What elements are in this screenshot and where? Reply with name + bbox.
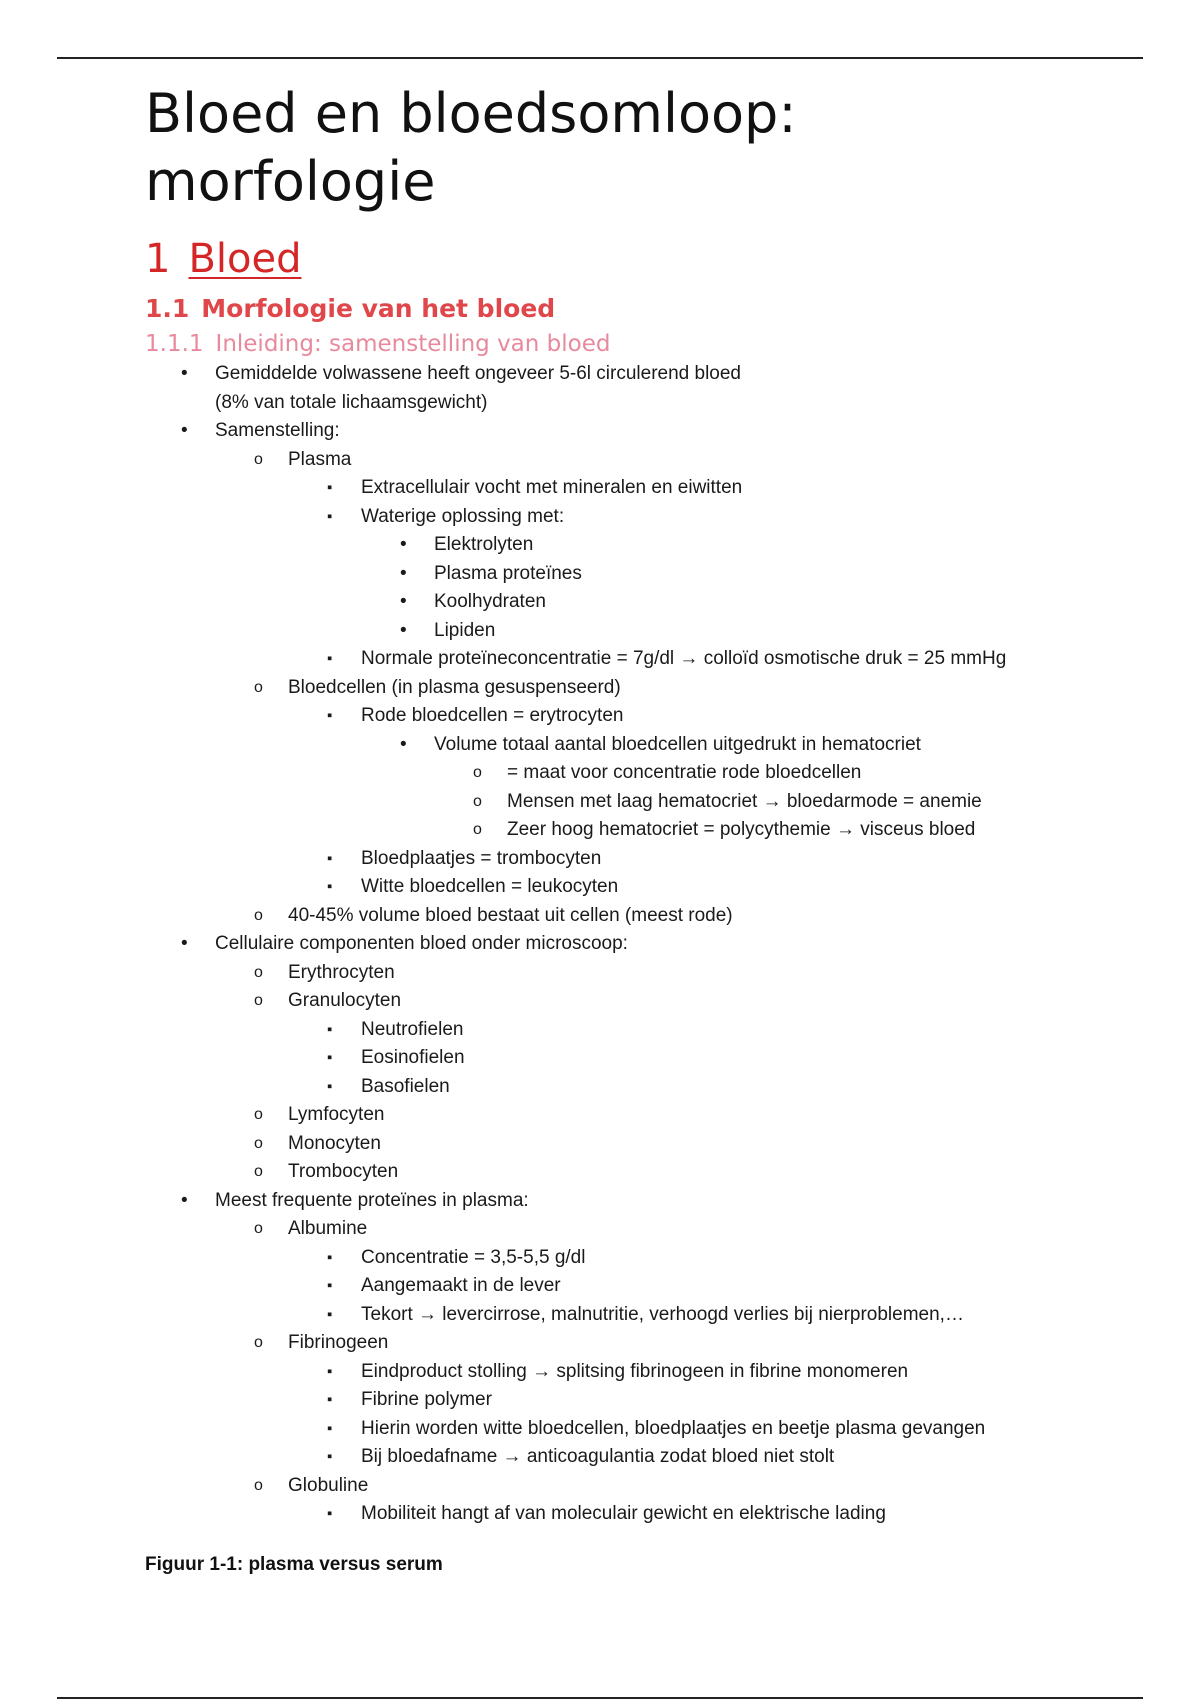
bullet-marker: o	[254, 1476, 263, 1494]
list-item	[145, 503, 1085, 532]
list-item-text: Samenstelling:	[215, 420, 340, 441]
list-item	[145, 617, 1085, 646]
list-item	[145, 902, 1085, 931]
list-item-text: Cellulaire componenten bloed onder microscoop:	[215, 933, 628, 954]
bullet-marker: •	[400, 534, 407, 555]
bullet-marker: o	[254, 992, 263, 1009]
list-item	[145, 959, 1085, 988]
bullet-marker: o	[254, 678, 263, 696]
list-item-text: = maat voor concentratie rode bloedcellen	[507, 762, 862, 783]
list-item-text: Plasma	[288, 448, 352, 470]
list-item	[145, 1443, 1085, 1472]
list-item-text: Witte bloedcellen = leukocyten	[361, 876, 619, 897]
list-item-text: Monocyten	[288, 1132, 381, 1154]
bullet-marker: •	[400, 733, 407, 755]
list-item	[145, 1130, 1085, 1159]
list-item-text: Gemiddelde volwassene heeft ongeveer 5-6l circulerend bloed	[215, 363, 741, 384]
heading-2-number: 1.1	[145, 294, 190, 323]
list-item-text: Eindproduct stolling → splitsing fibrinogeen in fibrine monomeren	[361, 1360, 909, 1382]
list-item-text: Trombocyten	[288, 1161, 399, 1182]
document-title	[145, 80, 1085, 216]
list-item-text: Bij bloedafname → anticoagulantia zodat bloed niet stolt	[361, 1446, 835, 1467]
heading-1-number: 1	[145, 236, 171, 282]
bullet-marker: o	[254, 1220, 263, 1237]
bullet-marker: ▪	[327, 849, 333, 867]
list-item-text: Zeer hoog hematocriet = polycythemie → visceus bloed	[507, 819, 976, 840]
list-item-text: Tekort → levercirrose, malnutritie, verhoogd verlies bij nierproblemen,…	[361, 1303, 964, 1325]
list-item	[145, 731, 1085, 760]
bullet-marker: ▪	[327, 1448, 333, 1465]
list-item	[145, 417, 1085, 446]
bullet-marker: ▪	[327, 650, 333, 667]
heading-2-text: Morfologie van het bloed	[201, 294, 556, 323]
bullet-marker: ▪	[327, 507, 333, 525]
bullet-marker: ▪	[327, 479, 333, 496]
bottom-rule	[57, 1697, 1143, 1699]
list-item-text: Aangemaakt in de lever	[361, 1275, 561, 1296]
list-item-text: Meest frequente proteïnes in plasma:	[215, 1189, 529, 1211]
list-item	[145, 560, 1085, 589]
bullet-marker: •	[400, 619, 407, 641]
list-item	[145, 1187, 1085, 1216]
list-item-text: Globuline	[288, 1474, 369, 1496]
list-item	[145, 1158, 1085, 1187]
bullet-marker: ▪	[327, 1362, 333, 1380]
list-item-text: Albumine	[288, 1218, 368, 1239]
list-item	[145, 1044, 1085, 1073]
list-item	[145, 1272, 1085, 1301]
bullet-marker: •	[400, 562, 407, 584]
bullet-marker: o	[254, 450, 263, 468]
list-item	[145, 1215, 1085, 1244]
title-line-1: Bloed en bloedsomloop:	[145, 82, 797, 145]
list-item-text: Eosinofielen	[361, 1047, 465, 1068]
bullet-marker: •	[181, 420, 188, 441]
list-item-text: Extracellulair vocht met mineralen en eiwitten	[361, 477, 743, 498]
list-item-text: Elektrolyten	[434, 534, 534, 555]
list-item-text: Mensen met laag hematocriet → bloedarmode = anemie	[507, 790, 982, 812]
bullet-marker: o	[473, 792, 482, 810]
document-body	[145, 80, 1085, 1579]
list-item-text: Mobiliteit hangt af van moleculair gewicht en elektrische lading	[361, 1503, 886, 1524]
bullet-marker: ▪	[327, 1505, 333, 1522]
list-item	[145, 702, 1085, 731]
list-item	[145, 1016, 1085, 1045]
list-item-text: (8% van totale lichaamsgewicht)	[215, 391, 488, 413]
list-item	[145, 987, 1085, 1016]
bullet-marker: ▪	[327, 878, 333, 895]
list-item	[145, 674, 1085, 703]
heading-3-number: 1.1.1	[145, 331, 204, 357]
list-item	[145, 930, 1085, 959]
list-item	[145, 1386, 1085, 1415]
bullet-marker: ▪	[327, 1020, 333, 1038]
bullet-outline	[145, 360, 1085, 1529]
bullet-marker: •	[181, 933, 188, 954]
list-item-text: Waterige oplossing met:	[361, 505, 565, 527]
list-item	[145, 474, 1085, 503]
bullet-marker: •	[400, 591, 407, 612]
bullet-marker: ▪	[327, 1248, 333, 1266]
list-item	[145, 1358, 1085, 1387]
list-item	[145, 389, 1085, 418]
list-item	[145, 1329, 1085, 1358]
list-item	[145, 1500, 1085, 1529]
bullet-marker: ▪	[327, 1277, 333, 1294]
heading-1-text: Bloed	[188, 236, 302, 282]
list-item	[145, 873, 1085, 902]
bullet-marker: o	[254, 1334, 263, 1351]
bullet-marker: •	[181, 363, 188, 384]
list-item-text: Plasma proteïnes	[434, 562, 582, 584]
bullet-marker: o	[254, 963, 263, 981]
bullet-marker: o	[254, 1163, 263, 1180]
list-item-text: Hierin worden witte bloedcellen, bloedplaatjes en beetje plasma gevangen	[361, 1417, 986, 1439]
bullet-marker: o	[473, 821, 482, 838]
bullet-marker: ▪	[327, 1419, 333, 1437]
list-item	[145, 588, 1085, 617]
list-item-text: 40-45% volume bloed bestaat uit cellen (meest rode)	[288, 904, 733, 926]
list-item	[145, 1301, 1085, 1330]
list-item	[145, 1244, 1085, 1273]
title-line-2: morfologie	[145, 150, 436, 213]
list-item	[145, 845, 1085, 874]
list-item	[145, 645, 1085, 674]
bullet-marker: o	[254, 906, 263, 924]
list-item-text: Basofielen	[361, 1075, 450, 1097]
bullet-marker: ▪	[327, 707, 333, 724]
list-item-text: Fibrinogeen	[288, 1332, 389, 1353]
list-item-text: Neutrofielen	[361, 1018, 464, 1040]
list-item	[145, 531, 1085, 560]
list-item-text: Normale proteïneconcentratie = 7g/dl → colloïd osmotische druk = 25 mmHg	[361, 648, 1007, 669]
list-item-text: Koolhydraten	[434, 591, 546, 612]
list-item	[145, 759, 1085, 788]
heading-3	[145, 328, 1085, 360]
top-rule	[57, 57, 1143, 59]
bullet-marker: ▪	[327, 1077, 333, 1095]
list-item	[145, 1073, 1085, 1102]
bullet-marker: •	[181, 1189, 188, 1211]
list-item	[145, 360, 1085, 389]
bullet-marker: ▪	[327, 1049, 333, 1066]
list-item-text: Bloedplaatjes = trombocyten	[361, 847, 602, 869]
bullet-marker: o	[473, 764, 482, 781]
list-item	[145, 446, 1085, 475]
list-item-text: Granulocyten	[288, 990, 402, 1011]
list-item	[145, 1415, 1085, 1444]
list-item	[145, 1101, 1085, 1130]
list-item-text: Fibrine polymer	[361, 1389, 492, 1410]
list-item-text: Volume totaal aantal bloedcellen uitgedrukt in hematocriet	[434, 733, 921, 755]
figure-caption: Figuur 1-1: plasma versus serum	[145, 1553, 443, 1575]
bullet-marker: o	[254, 1106, 263, 1123]
bullet-marker: o	[254, 1134, 263, 1152]
list-item	[145, 816, 1085, 845]
heading-2	[145, 292, 1085, 326]
list-item-text: Bloedcellen (in plasma gesuspenseerd)	[288, 676, 621, 698]
list-item-text: Rode bloedcellen = erytrocyten	[361, 705, 624, 726]
list-item-text: Lipiden	[434, 619, 496, 641]
list-item	[145, 788, 1085, 817]
list-item-text: Erythrocyten	[288, 961, 395, 983]
heading-1	[145, 234, 1085, 284]
list-item-text: Lymfocyten	[288, 1104, 385, 1125]
bullet-marker: ▪	[327, 1305, 333, 1323]
list-item	[145, 1472, 1085, 1501]
bullet-marker: ▪	[327, 1391, 333, 1408]
list-item-text: Concentratie = 3,5-5,5 g/dl	[361, 1246, 586, 1268]
heading-3-text: Inleiding: samenstelling van bloed	[215, 331, 611, 357]
